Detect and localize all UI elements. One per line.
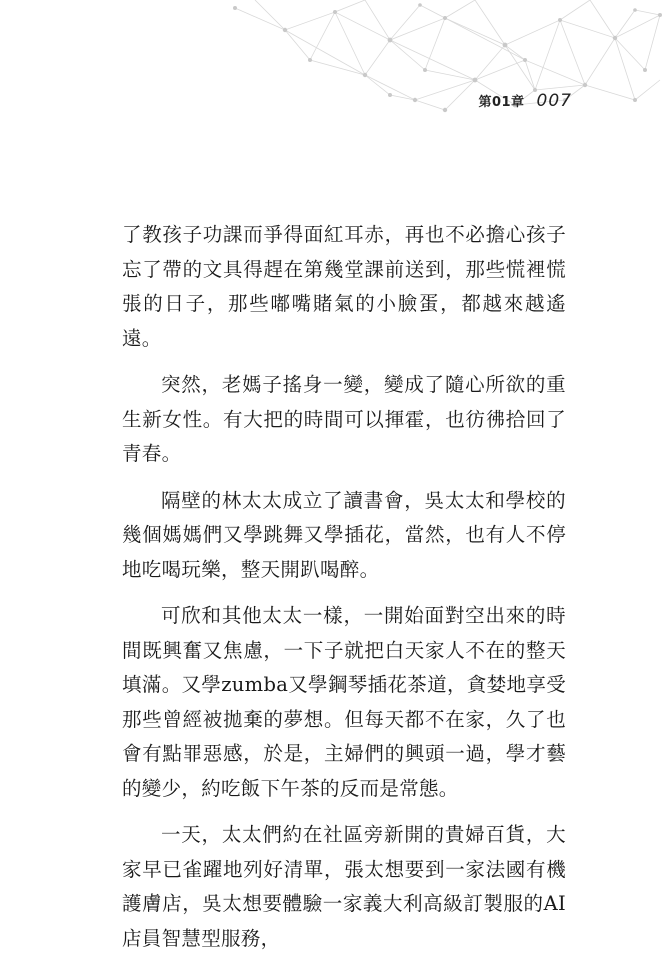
page-number: 007 xyxy=(536,91,572,111)
chapter-label: 第01章 xyxy=(478,95,525,110)
paragraph: 隔壁的林太太成立了讀書會，吳太太和學校的幾個媽媽們又學跳舞又學插花，當然，也有人不停地吃喝玩樂，整天開趴喝醉。 xyxy=(122,488,566,581)
body-text xyxy=(122,218,566,968)
paragraph-continued: 了教孩子功課而爭得面紅耳赤，再也不必擔心孩子忘了帶的文具得趕在第幾堂課前送到，那些慌裡慌張的日子，那些嘟嘴賭氣的小臉蛋，都越來越遙遠。 xyxy=(122,223,566,350)
paragraph: 可欣和其他太太一樣，一開始面對空出來的時間既興奮又焦慮，一下子就把白天家人不在的整天填滿。又學zumba又學鋼琴插花茶道，貪婪地享受那些曾經被拋棄的夢想。但每天都不在家，久了也會有點罪惡感，於是，主婦們的興頭一過，學才藝的變少，約吃飯下午茶的反而是常態。 xyxy=(122,604,566,800)
network-lines-icon xyxy=(215,0,663,115)
running-header xyxy=(478,91,572,111)
paragraph: 一天，太太們約在社區旁新開的貴婦百貨，大家早已雀躍地列好清單，張太想要到一家法國有機護膚店，吳太想要體驗一家義大利高級訂製服的AI店員智慧型服務， xyxy=(122,823,566,950)
paragraph: 突然，老媽子搖身一變，變成了隨心所欲的重生新女性。有大把的時間可以揮霍，也彷彿拾回了青春。 xyxy=(122,373,566,465)
